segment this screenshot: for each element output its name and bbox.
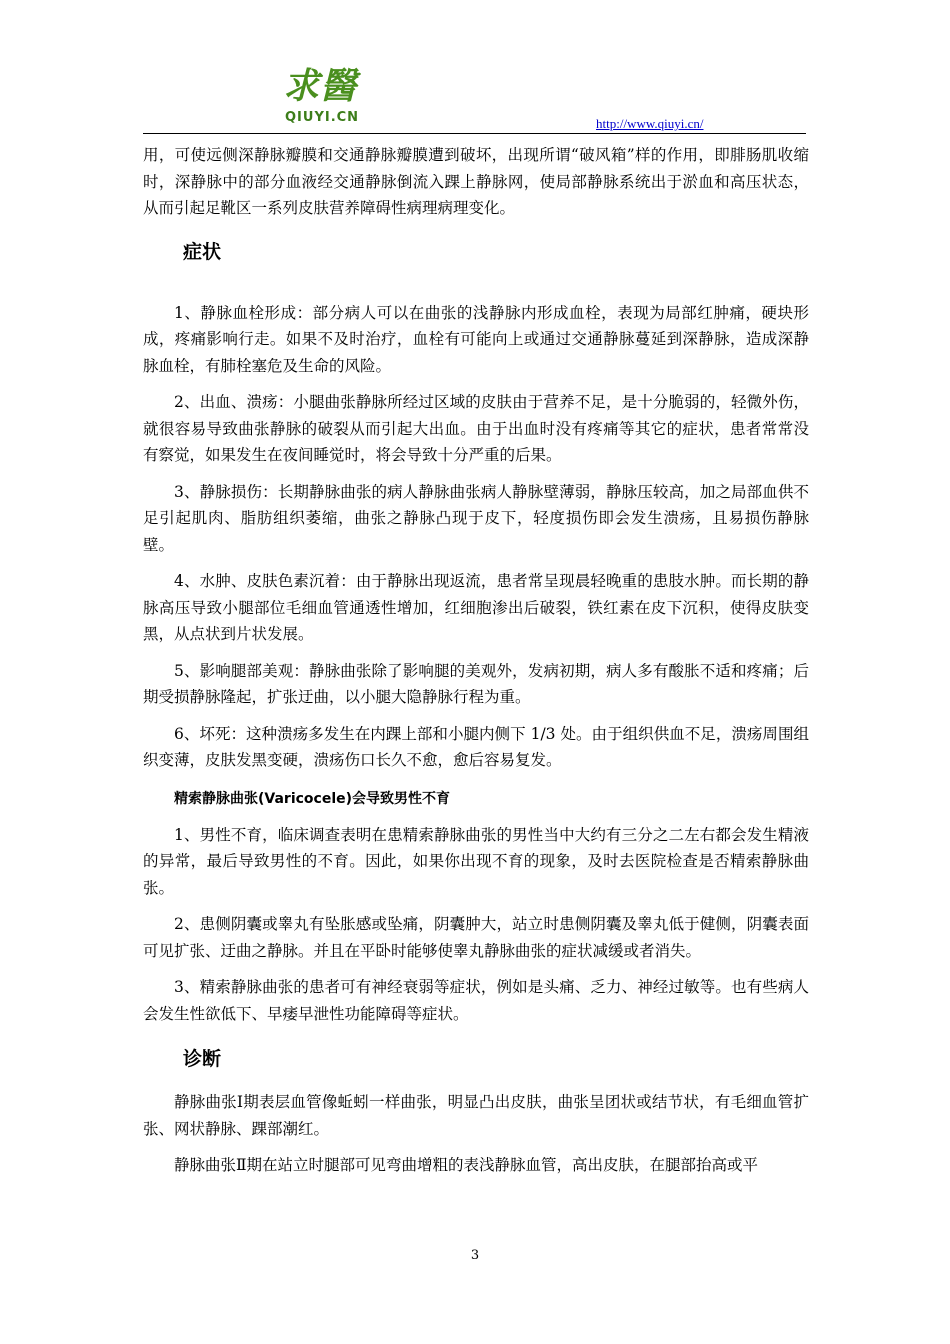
page-header [0,0,950,140]
document-body [143,142,809,1179]
varicocele-item: 2、患侧阴囊或睾丸有坠胀感或坠痛，阴囊肿大，站立时患侧阴囊及睾丸低于健侧，阴囊表面可见扩张、迂曲之静脉。并且在平卧时能够使睾丸静脉曲张的症状减缓或者消失。 [143,915,809,960]
intro-paragraph: 用，可使远侧深静脉瓣膜和交通静脉瓣膜遭到破坏，出现所谓“破风箱”样的作用，即腓肠肌收缩时，深静脉中的部分血液经交通静脉倒流入踝上静脉网，使局部静脉系统出于淤血和高压状态，从而引起足靴区一系列皮肤营养障碍性病理病理变化。 [143,146,809,217]
header-divider [143,133,806,134]
symptom-item: 1、静脉血栓形成：部分病人可以在曲张的浅静脉内形成血栓，表现为局部红肿痛，硬块形成，疼痛影响行走。如果不及时治疗，血栓有可能向上或通过交通静脉蔓延到深静脉，造成深静脉血栓，有肺栓塞危及生命的风险。 [143,303,809,375]
logo-chinese-text: 求醫 [283,65,358,107]
symptom-item: 2、出血、溃疡：小腿曲张静脉所经过区域的皮肤由于营养不足，是十分脆弱的，轻微外伤，就很容易导致曲张静脉的破裂从而引起大出血。由于出血时没有疼痛等其它的症状，患者常常没有察觉，如果发生在夜间睡觉时，将会导致十分严重的后果。 [143,393,809,464]
diagnosis-item: 静脉曲张Ⅰ期表层血管像蚯蚓一样曲张，明显凸出皮肤，曲张呈团状或结节状，有毛细血管扩张、网状静脉、踝部潮红。 [143,1093,809,1138]
symptom-item: 3、静脉损伤：长期静脉曲张的病人静脉曲张病人静脉壁薄弱，静脉压较高，加之局部血供不足引起肌肉、脂肪组织萎缩，曲张之静脉凸现于皮下，轻度损伤即会发生溃疡，且易损伤静脉壁。 [143,482,809,554]
symptoms-heading: 症状 [183,240,222,263]
site-url-link[interactable]: http://www.qiuyi.cn/ [596,116,704,131]
diagnosis-heading: 诊断 [183,1048,222,1070]
varicocele-heading: 精索静脉曲张(Varicocele)会导致男性不育 [174,790,451,807]
diagnosis-item: 静脉曲张Ⅱ期在站立时腿部可见弯曲增粗的表浅静脉血管，高出皮肤，在腿部抬高或平 [174,1156,759,1174]
varicocele-item: 3、精索静脉曲张的患者可有神经衰弱等症状，例如是头痛、乏力、神经过敏等。也有些病人会发生性欲低下、早痿早泄性功能障碍等症状。 [143,978,809,1023]
varicocele-item: 1、男性不育，临床调查表明在患精索静脉曲张的男性当中大约有三分之二左右都会发生精液的异常，最后导致男性的不育。因此，如果你出现不育的现象，及时去医院检查是否精索静脉曲张。 [143,825,809,897]
symptom-item: 6、坏死：这种溃疡多发生在内踝上部和小腿内侧下 1/3 处。由于组织供血不足，溃疡周围组织变薄，皮肤发黑变硬，溃疡伤口长久不愈，愈后容易复发。 [143,724,809,769]
logo-latin-text: QIUYI.CN [285,110,360,125]
qiuyi-logo [283,64,375,130]
symptom-item: 5、影响腿部美观：静脉曲张除了影响腿的美观外，发病初期，病人多有酸胀不适和疼痛；后期受损静脉隆起，扩张迂曲，以小腿大隐静脉行程为重。 [143,661,809,706]
page-number: 3 [470,1248,480,1263]
symptom-item: 4、水肿、皮肤色素沉着：由于静脉出现返流，患者常呈现晨轻晚重的患肢水肿。而长期的静脉高压导致小腿部位毛细血管通透性增加，红细胞渗出后破裂，铁红素在皮下沉积，使得皮肤变黑，从点状到片状发展。 [143,572,809,643]
